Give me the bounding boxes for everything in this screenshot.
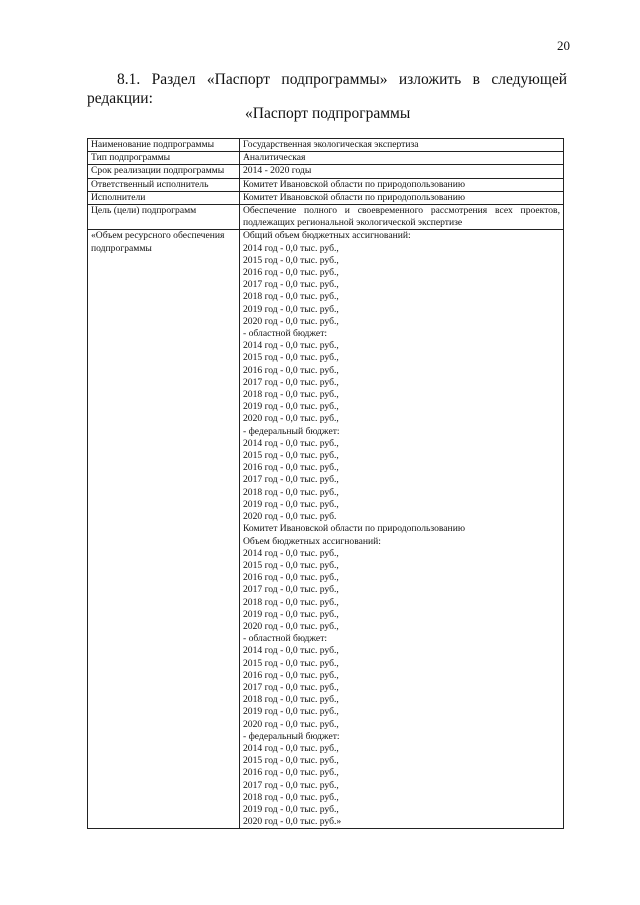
funding-line: 2014 год - 0,0 тыс. руб., xyxy=(243,547,339,559)
funding-line: 2014 год - 0,0 тыс. руб., xyxy=(243,242,339,254)
funding-line: 2015 год - 0,0 тыс. руб., xyxy=(243,657,339,669)
funding-line: 2018 год - 0,0 тыс. руб., xyxy=(243,486,339,498)
funding-line: 2017 год - 0,0 тыс. руб., xyxy=(243,779,339,791)
funding-line: 2014 год - 0,0 тыс. руб., xyxy=(243,645,339,657)
funding-line: 2015 год - 0,0 тыс. руб., xyxy=(243,254,339,266)
funding-line: Общий объем бюджетных ассигнований: xyxy=(243,230,411,242)
row-label: Цель (цели) подпрограмм xyxy=(88,205,240,230)
funding-line: 2018 год - 0,0 тыс. руб., xyxy=(243,291,339,303)
funding-line: - федеральный бюджет: xyxy=(243,730,340,742)
funding-line: 2015 год - 0,0 тыс. руб., xyxy=(243,450,339,462)
funding-line: 2019 год - 0,0 тыс. руб., xyxy=(243,498,339,510)
funding-line: 2016 год - 0,0 тыс. руб., xyxy=(243,767,339,779)
funding-line: 2019 год - 0,0 тыс. руб., xyxy=(243,803,339,815)
funding-line: Объем бюджетных ассигнований: xyxy=(243,535,381,547)
funding-line: 2020 год - 0,0 тыс. руб. xyxy=(243,511,337,523)
funding-line: 2014 год - 0,0 тыс. руб., xyxy=(243,340,339,352)
funding-line: 2017 год - 0,0 тыс. руб., xyxy=(243,584,339,596)
funding-line: 2014 год - 0,0 тыс. руб., xyxy=(243,437,339,449)
funding-lines xyxy=(240,230,564,829)
funding-line: 2016 год - 0,0 тыс. руб., xyxy=(243,572,339,584)
funding-line: 2017 год - 0,0 тыс. руб., xyxy=(243,474,339,486)
funding-line: 2016 год - 0,0 тыс. руб., xyxy=(243,669,339,681)
funding-line: 2017 год - 0,0 тыс. руб., xyxy=(243,681,339,693)
funding-line: - федеральный бюджет: xyxy=(243,425,340,437)
row-value: Государственная экологическая экспертиза xyxy=(240,139,564,152)
intro-paragraph xyxy=(87,70,567,108)
funding-line: 2017 год - 0,0 тыс. руб., xyxy=(243,376,339,388)
funding-line: 2019 год - 0,0 тыс. руб., xyxy=(243,303,339,315)
funding-line: 2019 год - 0,0 тыс. руб., xyxy=(243,608,339,620)
row-label: Тип подпрограммы xyxy=(88,152,240,165)
funding-line: 2019 год - 0,0 тыс. руб., xyxy=(243,706,339,718)
funding-line: 2015 год - 0,0 тыс. руб., xyxy=(243,755,339,767)
funding-line: 2020 год - 0,0 тыс. руб., xyxy=(243,718,339,730)
intro-text: 8.1. Раздел «Паспорт подпрограммы» изложить в следующей редакции: xyxy=(87,71,567,107)
funding-line: 2019 год - 0,0 тыс. руб., xyxy=(243,401,339,413)
funding-label: «Объем ресурсного обеспечения подпрограммы xyxy=(88,230,240,829)
table-row xyxy=(88,139,564,152)
funding-line: 2015 год - 0,0 тыс. руб., xyxy=(243,352,339,364)
funding-line: 2020 год - 0,0 тыс. руб., xyxy=(243,315,339,327)
row-value: Комитет Ивановской области по природопользованию xyxy=(240,191,564,204)
page-number: 20 xyxy=(557,38,570,53)
funding-line: 2018 год - 0,0 тыс. руб., xyxy=(243,389,339,401)
funding-line: 2016 год - 0,0 тыс. руб., xyxy=(243,462,339,474)
row-value: Комитет Ивановской области по природопользованию xyxy=(240,178,564,191)
row-value: Обеспечение полного и своевременного рассмотрения всех проектов, подлежащих региональной экологической экспертизе xyxy=(240,205,564,230)
row-label: Ответственный исполнитель xyxy=(88,178,240,191)
row-label: Срок реализации подпрограммы xyxy=(88,165,240,178)
row-label: Наименование подпрограммы xyxy=(88,139,240,152)
passport-table xyxy=(87,138,564,829)
table-row xyxy=(88,178,564,191)
funding-line: 2015 год - 0,0 тыс. руб., xyxy=(243,559,339,571)
funding-line: - областной бюджет: xyxy=(243,633,328,645)
row-value: Аналитическая xyxy=(240,152,564,165)
funding-line: Комитет Ивановской области по природопользованию xyxy=(243,523,465,535)
row-label: Исполнители xyxy=(88,191,240,204)
funding-line: 2018 год - 0,0 тыс. руб., xyxy=(243,791,339,803)
funding-line: 2018 год - 0,0 тыс. руб., xyxy=(243,596,339,608)
table-row xyxy=(88,165,564,178)
funding-line: 2020 год - 0,0 тыс. руб.» xyxy=(243,816,342,828)
funding-line: - областной бюджет: xyxy=(243,328,328,340)
funding-row xyxy=(88,230,564,829)
funding-line: 2016 год - 0,0 тыс. руб., xyxy=(243,364,339,376)
table-row xyxy=(88,191,564,204)
funding-line: 2020 год - 0,0 тыс. руб., xyxy=(243,620,339,632)
row-value: 2014 - 2020 годы xyxy=(240,165,564,178)
table-row xyxy=(88,205,564,230)
funding-line: 2020 год - 0,0 тыс. руб., xyxy=(243,413,339,425)
table-row xyxy=(88,152,564,165)
document-title: «Паспорт подпрограммы xyxy=(245,105,411,122)
funding-line: 2016 год - 0,0 тыс. руб., xyxy=(243,267,339,279)
funding-line: 2014 год - 0,0 тыс. руб., xyxy=(243,742,339,754)
funding-line: 2018 год - 0,0 тыс. руб., xyxy=(243,694,339,706)
funding-line: 2017 год - 0,0 тыс. руб., xyxy=(243,279,339,291)
